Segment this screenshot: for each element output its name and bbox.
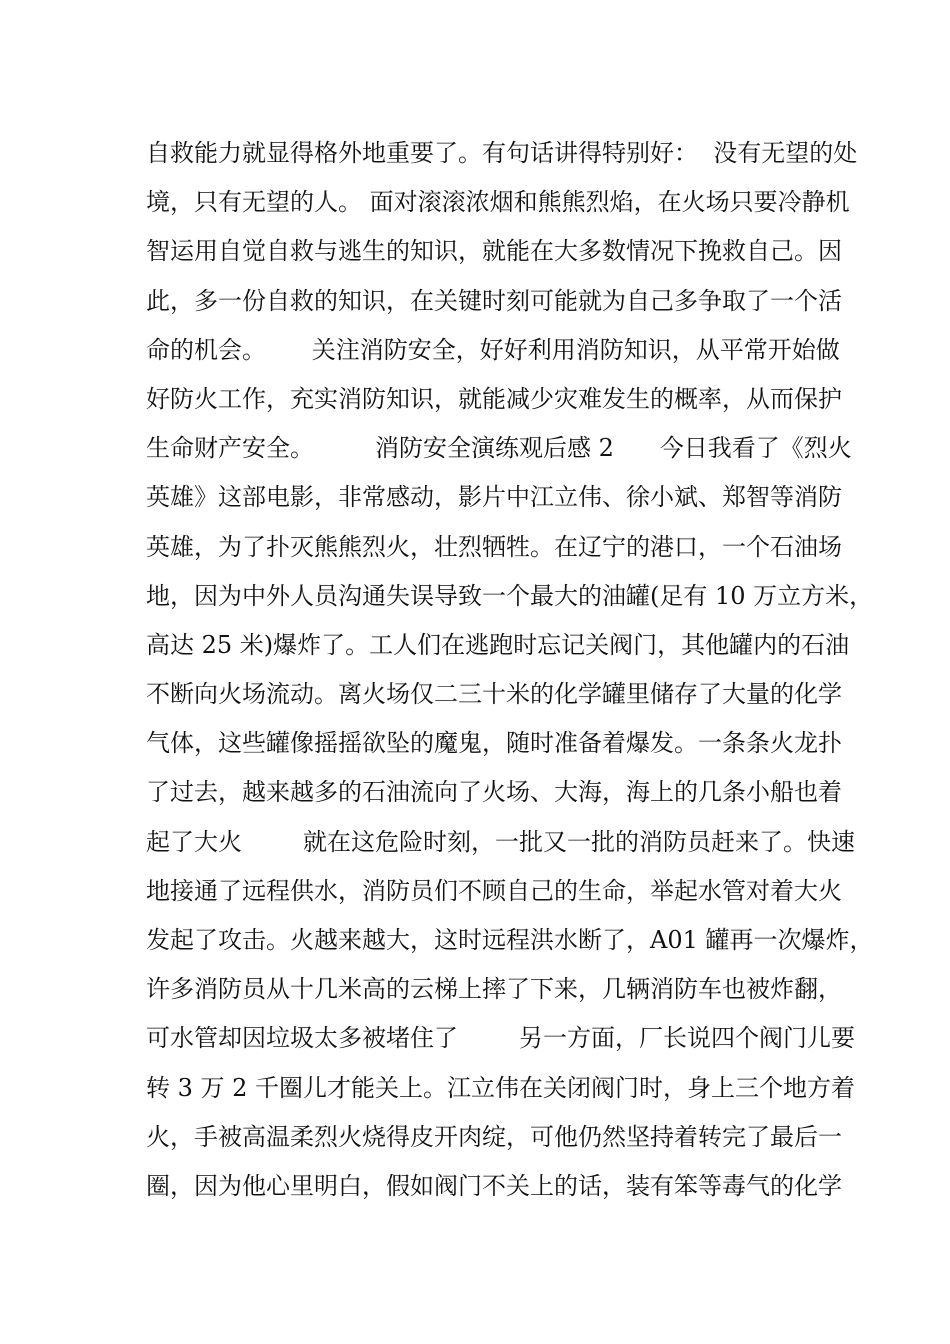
text-line: 了过去，越来越多的石油流向了火场、大海，海上的几条小船也着: [146, 778, 842, 807]
text-line: 发起了攻击。火越来越大，这时远程洪水断了，A01 罐再一次爆炸，: [146, 926, 874, 954]
text-line: 火，手被高温柔烈火烧得皮开肉绽，可他仍然坚持着转完了最后一: [146, 1122, 842, 1151]
text-line: 自救能力就显得格外地重要了。有句话讲得特别好： 没有无望的处: [146, 139, 858, 167]
text-line: 转 3 万 2 千圈儿才能关上。江立伟在关闭阀门时，身上三个地方着: [146, 1073, 856, 1102]
text-line: 许多消防员从十几米高的云梯上摔了下来，几辆消防车也被炸翻，: [146, 975, 842, 1004]
body-text: [146, 131, 874, 1213]
text-line: 好防火工作，充实消防知识，就能减少灾难发生的概率，从而保护: [146, 384, 842, 413]
text-line: 英雄，为了扑灭熊熊烈火，壮烈牺牲。在辽宁的港口，一个石油场: [146, 532, 842, 561]
text-line: 地，因为中外人员沟通失误导致一个最大的油罐(足有 10 万立方米，: [146, 581, 874, 610]
text-line: 不断向火场流动。离火场仅二三十米的化学罐里储存了大量的化学: [146, 680, 842, 709]
text-line: 气体，这些罐像摇摇欲坠的魔鬼，随时准备着爆发。一条条火龙扑: [146, 729, 842, 758]
text-line: 智运用自觉自救与逃生的知识，就能在大多数情况下挽救自己。因: [146, 237, 842, 266]
text-line: 境，只有无望的人。 面对滚滚浓烟和熊熊烈焰，在火场只要冷静机: [146, 188, 850, 217]
text-line: 圈，因为他心里明白，假如阀门不关上的话，装有笨等毒气的化学: [146, 1171, 842, 1200]
text-line: 可水管却因垃圾太多被堵住了 另一方面，厂长说四个阀门儿要: [146, 1024, 856, 1053]
text-line: 地接通了远程供水，消防员们不顾自己的生命，举起水管对着大火: [146, 876, 842, 905]
text-line: 高达 25 米)爆炸了。工人们在逃跑时忘记关阀门，其他罐内的石油: [146, 630, 850, 659]
text-line: 命的机会。 关注消防安全，好好利用消防知识，从平常开始做: [146, 335, 840, 364]
text-line: 起了大火 就在这危险时刻，一批又一批的消防员赶来了。快速: [146, 827, 856, 856]
text-line: 英雄》这部电影，非常感动，影片中江立伟、徐小斌、郑智等消防: [146, 483, 842, 512]
text-line: 生命财产安全。 消防安全演练观后感 2 今日我看了《烈火: [146, 434, 852, 463]
text-line: 此，多一份自救的知识，在关键时刻可能就为自己多争取了一个活: [146, 286, 842, 315]
